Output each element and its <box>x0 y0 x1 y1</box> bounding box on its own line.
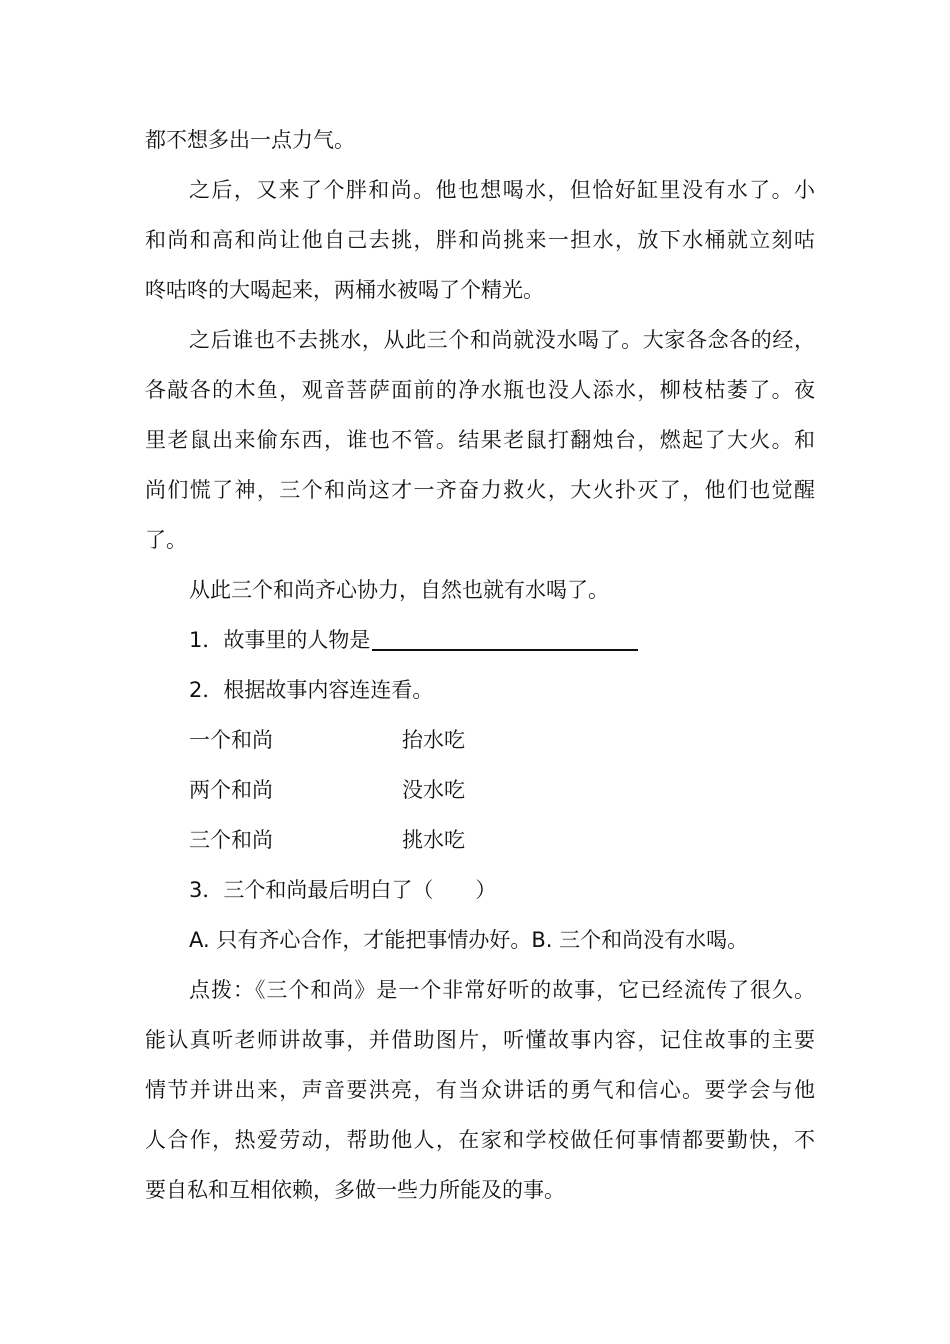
story-line: 和尚和高和尚让他自己去挑，胖和尚挑来一担水，放下水桶就立刻咕 <box>145 228 815 252</box>
question-1-text: 1．故事里的人物是 <box>189 628 371 652</box>
match-right-item[interactable]: 挑水吃 <box>402 828 465 852</box>
question-1 <box>189 615 815 665</box>
tip-line: 点拨：《三个和尚》是一个非常好听的故事，它已经流传了很久。 <box>189 978 815 1002</box>
answer-blank[interactable] <box>372 627 638 651</box>
tip-line: 情节并讲出来，声音要洪亮，有当众讲话的勇气和信心。要学会与他 <box>145 1078 815 1102</box>
tip-line: 人合作，热爱劳动，帮助他人，在家和学校做任何事情都要勤快，不 <box>145 1128 815 1152</box>
question-2: 2．根据故事内容连连看。 <box>189 678 434 702</box>
match-right-item[interactable]: 抬水吃 <box>402 728 465 752</box>
story-line: 各敲各的木鱼，观音菩萨面前的净水瓶也没人添水，柳枝枯萎了。夜 <box>145 378 815 402</box>
question-3: 3．三个和尚最后明白了（ ） <box>189 878 497 902</box>
story-line: 尚们慌了神，三个和尚这才一齐奋力救火，大火扑灭了，他们也觉醒 <box>145 478 815 502</box>
match-left-item[interactable]: 三个和尚 <box>189 828 273 852</box>
tip-line: 能认真听老师讲故事，并借助图片，听懂故事内容，记住故事的主要 <box>145 1028 815 1052</box>
story-line: 都不想多出一点力气。 <box>145 128 355 152</box>
match-left-item[interactable]: 一个和尚 <box>189 728 273 752</box>
story-line: 之后谁也不去挑水，从此三个和尚就没水喝了。大家各念各的经， <box>189 328 815 352</box>
tip-line: 要自私和互相依赖，多做一些力所能及的事。 <box>145 1178 565 1202</box>
story-line: 之后，又来了个胖和尚。他也想喝水，但恰好缸里没有水了。小 <box>189 178 815 202</box>
story-line: 了。 <box>145 528 187 552</box>
story-line: 里老鼠出来偷东西，谁也不管。结果老鼠打翻烛台，燃起了大火。和 <box>145 428 815 452</box>
match-right-item[interactable]: 没水吃 <box>402 778 465 802</box>
question-3-options: A. 只有齐心合作，才能把事情办好。B. 三个和尚没有水喝。 <box>189 928 749 952</box>
story-line: 咚咕咚的大喝起来，两桶水被喝了个精光。 <box>145 278 544 302</box>
story-line: 从此三个和尚齐心协力，自然也就有水喝了。 <box>189 578 609 602</box>
match-left-item[interactable]: 两个和尚 <box>189 778 273 802</box>
